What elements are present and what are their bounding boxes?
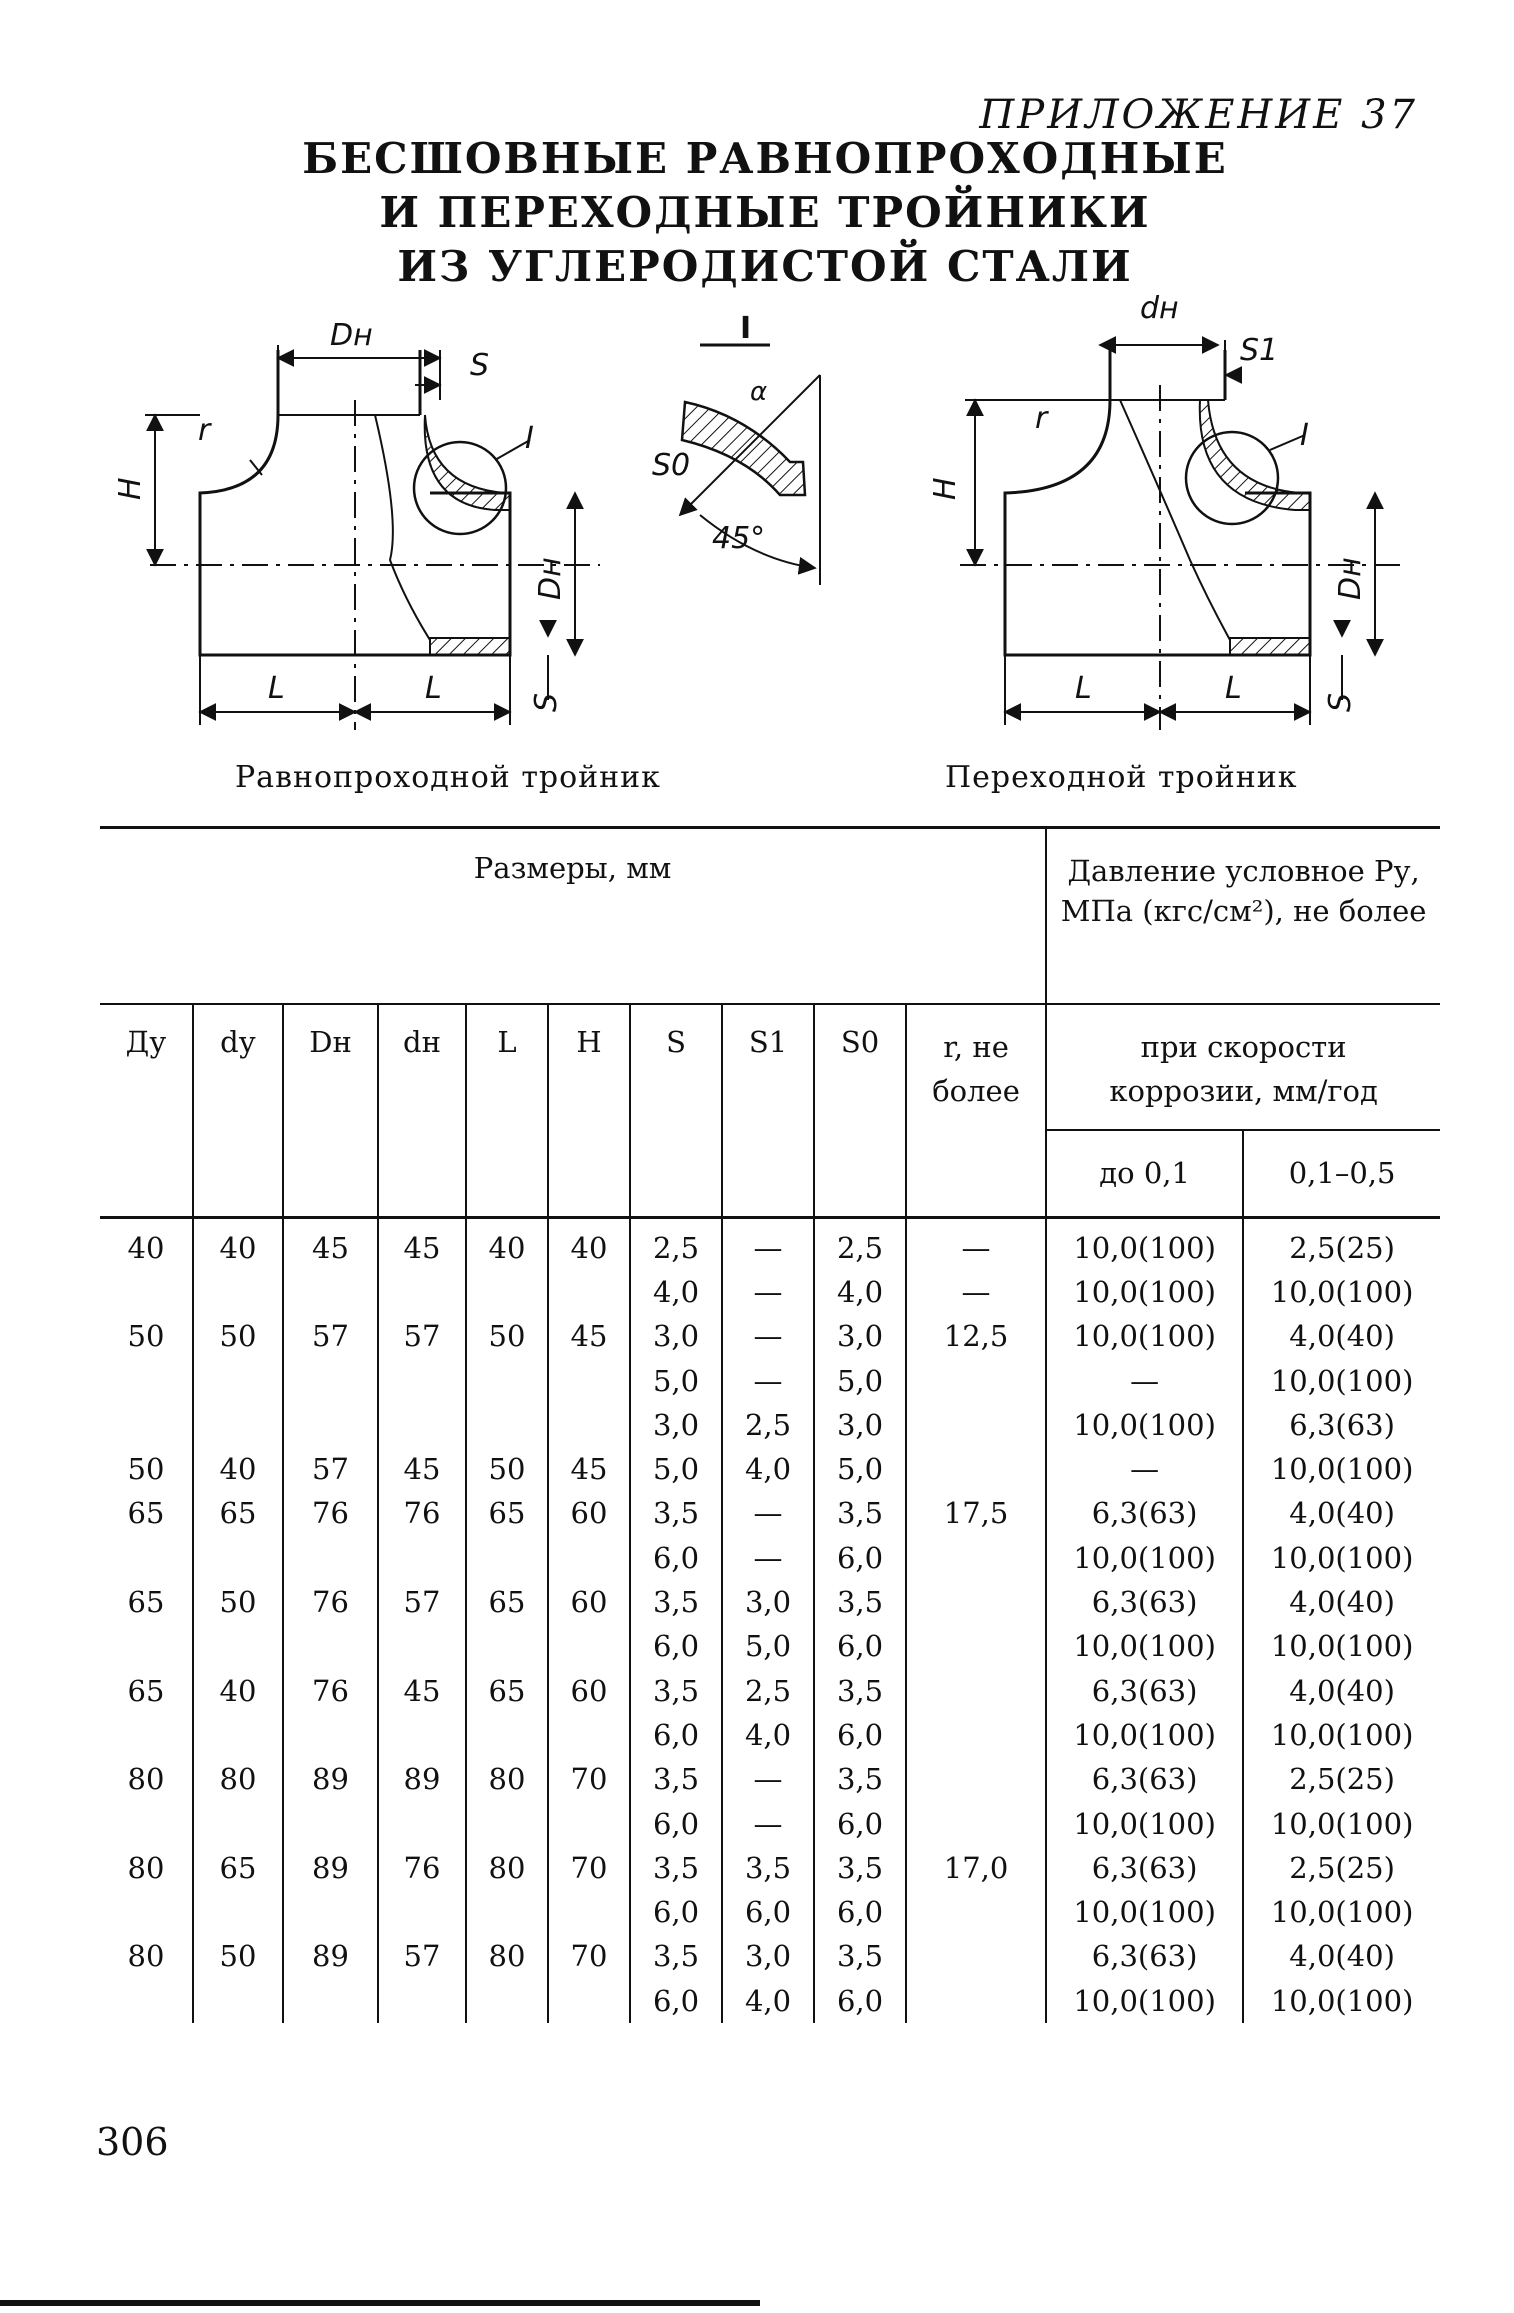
table-cell: 65 [127, 1585, 165, 1620]
table-cell [100, 1713, 193, 1757]
table-cell: 10,0(100) [1243, 1979, 1440, 2023]
table-cell: — [722, 1801, 814, 1845]
table-cell [548, 1358, 630, 1402]
table-cell: 6,0 [814, 1979, 906, 2023]
title-line-3: ИЗ УГЛЕРОДИСТОЙ СТАЛИ [397, 242, 1133, 291]
table-row [100, 1536, 1440, 1580]
table-cell: 6,3(63) [1046, 1757, 1243, 1801]
table-cell: — [722, 1226, 814, 1270]
table-cell: 3,5 [814, 1934, 906, 1978]
col-header-l: L [466, 1004, 548, 1218]
table-cell: 3,5 [814, 1491, 906, 1535]
table-cell: 40 [193, 1668, 283, 1712]
reducing-tee-label-r: r [1035, 401, 1048, 436]
table-cell [378, 1890, 466, 1934]
table-cell [466, 1403, 548, 1447]
table-cell: 76 [378, 1846, 466, 1890]
reducing-tee-label-l-right: L [1225, 671, 1242, 706]
table-cell: 4,0(40) [1243, 1491, 1440, 1535]
table-cell: 6,3(63) [1046, 1580, 1243, 1624]
table-cell: 76 [283, 1668, 378, 1712]
table-cell: 3,5 [630, 1580, 722, 1624]
table-cell: 10,0(100) [1046, 1713, 1243, 1757]
table-cell [100, 1403, 193, 1447]
table-cell [283, 1358, 378, 1402]
table-cell: 10,0(100) [1243, 1890, 1440, 1934]
table-cell: 57 [378, 1580, 466, 1624]
table-cell: 6,3(63) [1046, 1846, 1243, 1890]
reducing-tee-caption: Переходной тройник [945, 760, 1298, 795]
table-cell: 10,0(100) [1243, 1801, 1440, 1845]
col-header-dn-branch: dн [378, 1004, 466, 1218]
equal-tee-label-dn: Dн [330, 318, 373, 353]
table-row [100, 1270, 1440, 1314]
col-header-s0: S0 [814, 1004, 906, 1218]
table-cell: — [722, 1757, 814, 1801]
tee-drawings [0, 0, 1514, 750]
table-cell [906, 1403, 1046, 1447]
table-cell: 57 [283, 1314, 378, 1358]
group-pressure-header: Давление условное Ру, МПа (кгс/см²), не более [1046, 828, 1440, 1004]
table-cell: 89 [283, 1757, 378, 1801]
table-cell: 40 [193, 1447, 283, 1491]
table-cell: 3,0 [722, 1934, 814, 1978]
equal-tee-hatch-bottom [430, 638, 510, 655]
table-row [100, 1757, 1440, 1801]
table-cell: 3,5 [630, 1668, 722, 1712]
table-cell [906, 1757, 1046, 1801]
table-cell: 80 [466, 1934, 548, 1978]
dimensions-table [100, 826, 1440, 2023]
equal-tee-label-l-right: L [425, 671, 442, 706]
table-cell: 3,5 [630, 1491, 722, 1535]
table-cell: 60 [548, 1668, 630, 1712]
table-cell: 50 [193, 1934, 283, 1978]
table-cell [100, 1890, 193, 1934]
table-row [100, 1226, 1440, 1270]
col-header-h: H [548, 1004, 630, 1218]
table-cell [193, 1403, 283, 1447]
table-cell: 45 [283, 1226, 378, 1270]
table-cell [466, 1536, 548, 1580]
table-cell: 2,5 [630, 1226, 722, 1270]
table-row [100, 1668, 1440, 1712]
table-cell [283, 1979, 378, 2023]
table-cell: 3,5 [814, 1580, 906, 1624]
table-cell: 80 [127, 1762, 165, 1797]
table-cell: 6,0 [630, 1890, 722, 1934]
table-cell: 3,5 [630, 1757, 722, 1801]
equal-tee-label-h: H [113, 477, 148, 500]
table-body [100, 1226, 1440, 2023]
table-cell [548, 1979, 630, 2023]
table-cell [548, 1536, 630, 1580]
table-cell: — [722, 1491, 814, 1535]
table-cell [378, 1801, 466, 1845]
table-cell: 6,0 [630, 1624, 722, 1668]
table-cell: 3,0 [630, 1403, 722, 1447]
col-header-r: r, не более [906, 1004, 1046, 1218]
table-cell: 4,0(40) [1243, 1580, 1440, 1624]
reducing-tee-label-detail: I [1300, 418, 1309, 453]
table-cell: 50 [466, 1314, 548, 1358]
table-cell: 2,5 [722, 1668, 814, 1712]
table-cell: 40 [466, 1226, 548, 1270]
table-cell: 57 [378, 1314, 466, 1358]
table-row [100, 1846, 1440, 1890]
table-cell [100, 1536, 193, 1580]
table-cell [378, 1713, 466, 1757]
table-cell: 2,5(25) [1243, 1757, 1440, 1801]
table-cell [378, 1270, 466, 1314]
table-cell: 6,0 [630, 1536, 722, 1580]
table-cell [283, 1536, 378, 1580]
table-cell: — [722, 1314, 814, 1358]
table-cell [548, 1270, 630, 1314]
table-cell: 57 [378, 1934, 466, 1978]
table-cell: — [906, 1226, 1046, 1270]
table-cell: 6,3(63) [1243, 1403, 1440, 1447]
equal-tee-label-dn-vertical: Dн [533, 557, 568, 600]
table-row [100, 1979, 1440, 2023]
table-row [100, 1580, 1440, 1624]
table-cell: 2,5(25) [1243, 1846, 1440, 1890]
bottom-rule [0, 2300, 760, 2306]
group-dimensions-header: Размеры, мм [473, 851, 672, 885]
table-cell: — [722, 1270, 814, 1314]
col-header-du: Ду [125, 1024, 167, 1059]
table-cell: 80 [466, 1757, 548, 1801]
table-cell: 4,0 [722, 1979, 814, 2023]
table-cell: 3,0 [722, 1580, 814, 1624]
reducing-tee-hatch-bottom [1230, 638, 1310, 655]
equal-tee-label-s: S [470, 348, 490, 383]
table-cell [548, 1624, 630, 1668]
table-cell [548, 1403, 630, 1447]
table-cell: 80 [466, 1846, 548, 1890]
table-cell: 5,0 [722, 1624, 814, 1668]
col-header-s1: S1 [722, 1004, 814, 1218]
detail-label-alpha: α [750, 377, 768, 407]
table-cell: — [1046, 1447, 1243, 1491]
table-cell: 3,5 [814, 1757, 906, 1801]
table-cell [548, 1713, 630, 1757]
table-cell: 3,5 [722, 1846, 814, 1890]
col-header-dn-outer: Dн [283, 1004, 378, 1218]
table-row [100, 1447, 1440, 1491]
equal-tee-label-r: r [198, 413, 211, 448]
reducing-tee-label-s-bottom: S [1323, 692, 1358, 712]
table-cell [906, 1447, 1046, 1491]
col-header-dy: dу [193, 1004, 283, 1218]
equal-tee-label-l-left: L [268, 671, 285, 706]
table-cell: 10,0(100) [1243, 1624, 1440, 1668]
table-cell [906, 1934, 1046, 1978]
table-cell [283, 1270, 378, 1314]
table-row [100, 1358, 1440, 1402]
detail-hatched-section [682, 402, 805, 495]
table-row [100, 1314, 1440, 1358]
table-cell: 40 [193, 1226, 283, 1270]
table-cell [906, 1624, 1046, 1668]
table-cell [378, 1536, 466, 1580]
table-cell: 10,0(100) [1046, 1979, 1243, 2023]
table-cell: 10,0(100) [1046, 1890, 1243, 1934]
table-cell: 6,0 [722, 1890, 814, 1934]
reducing-tee-label-l-left: L [1075, 671, 1092, 706]
table-cell [193, 1979, 283, 2023]
table-cell: 50 [193, 1580, 283, 1624]
table-row [100, 1801, 1440, 1845]
table-cell: 40 [127, 1230, 165, 1265]
table-cell [283, 1713, 378, 1757]
reducing-tee-label-s1: S1 [1240, 333, 1279, 368]
table-cell: 50 [466, 1447, 548, 1491]
table-cell [906, 1536, 1046, 1580]
table-cell: 50 [127, 1319, 165, 1354]
table-cell: 6,0 [630, 1713, 722, 1757]
table-cell [466, 1358, 548, 1402]
table-cell: 10,0(100) [1046, 1314, 1243, 1358]
table-cell [100, 1358, 193, 1402]
table-cell: 6,0 [630, 1801, 722, 1845]
table-cell: 3,5 [630, 1846, 722, 1890]
table-cell: 5,0 [814, 1447, 906, 1491]
table-cell: 6,0 [630, 1979, 722, 2023]
table-cell [193, 1890, 283, 1934]
equal-tee-caption: Равнопроходной тройник [235, 760, 661, 795]
table-cell [378, 1979, 466, 2023]
table-cell: 65 [193, 1846, 283, 1890]
table-cell: — [722, 1536, 814, 1580]
table-cell: 60 [548, 1491, 630, 1535]
table-cell [378, 1624, 466, 1668]
table-cell: 10,0(100) [1243, 1713, 1440, 1757]
title-line-2: И ПЕРЕХОДНЫЕ ТРОЙНИКИ [379, 188, 1151, 237]
table-cell: 10,0(100) [1046, 1536, 1243, 1580]
table-cell [193, 1624, 283, 1668]
table-cell [283, 1624, 378, 1668]
equal-tee-label-s-bottom: S [529, 692, 564, 712]
table-cell: 45 [378, 1668, 466, 1712]
table-row [100, 1890, 1440, 1934]
detail-label-s0: S0 [652, 448, 691, 483]
table-cell: 2,5 [722, 1403, 814, 1447]
reducing-tee-drawing [960, 340, 1400, 730]
table-cell: — [906, 1270, 1046, 1314]
table-cell: 6,0 [814, 1536, 906, 1580]
table-cell: — [722, 1358, 814, 1402]
table-cell: 12,5 [906, 1314, 1046, 1358]
table-cell: 89 [378, 1757, 466, 1801]
table-cell: 65 [127, 1673, 165, 1708]
col-header-s: S [630, 1004, 722, 1218]
table-cell: 65 [466, 1668, 548, 1712]
table-cell: 4,0(40) [1243, 1934, 1440, 1978]
table-cell: 40 [548, 1226, 630, 1270]
col-header-corrosion-low: до 0,1 [1046, 1130, 1243, 1218]
table-cell: 17,5 [906, 1491, 1046, 1535]
table-cell: 6,0 [814, 1624, 906, 1668]
table-cell [906, 1979, 1046, 2023]
table-cell: 45 [548, 1314, 630, 1358]
appendix-label: ПРИЛОЖЕНИЕ 37 [979, 92, 1418, 138]
table-cell [906, 1580, 1046, 1624]
table-cell [193, 1358, 283, 1402]
table-cell: 6,3(63) [1046, 1491, 1243, 1535]
detail-title: I [740, 311, 752, 346]
table-cell [466, 1979, 548, 2023]
table-cell: 6,0 [814, 1890, 906, 1934]
table-cell: 6,3(63) [1046, 1934, 1243, 1978]
table-cell [466, 1624, 548, 1668]
table-cell: 3,5 [630, 1934, 722, 1978]
table-cell [378, 1358, 466, 1402]
table-cell: 45 [548, 1447, 630, 1491]
table-cell: 89 [283, 1846, 378, 1890]
table-row [100, 1713, 1440, 1757]
table-cell: 57 [283, 1447, 378, 1491]
table-cell [193, 1536, 283, 1580]
detail-label-angle: 45° [712, 521, 766, 556]
reducing-tee-label-dn-vertical: Dн [1333, 557, 1368, 600]
table-cell: 17,0 [906, 1846, 1046, 1890]
title-line-1: БЕСШОВНЫЕ РАВНОПРОХОДНЫЕ [302, 134, 1228, 183]
table-cell: 3,5 [814, 1668, 906, 1712]
table-row [100, 1403, 1440, 1447]
table-cell: 5,0 [630, 1358, 722, 1402]
table-cell [193, 1713, 283, 1757]
table-cell [906, 1890, 1046, 1934]
table-cell: 70 [548, 1757, 630, 1801]
table-cell: 76 [378, 1491, 466, 1535]
table-cell: 2,5(25) [1243, 1226, 1440, 1270]
table-cell: 5,0 [630, 1447, 722, 1491]
table-cell: 80 [127, 1850, 165, 1885]
table-cell [466, 1890, 548, 1934]
table-cell: 2,5 [814, 1226, 906, 1270]
table-cell: 80 [127, 1939, 165, 1974]
page-number: 306 [96, 2120, 169, 2164]
col-header-corrosion-high: 0,1–0,5 [1243, 1130, 1440, 1218]
equal-tee-label-detail: I [525, 421, 534, 456]
table-cell: 45 [378, 1447, 466, 1491]
reducing-tee-hatch-top [1200, 400, 1310, 510]
table-cell: 3,0 [814, 1314, 906, 1358]
table-cell [548, 1890, 630, 1934]
equal-tee-drawing [145, 345, 600, 730]
table-cell [100, 1270, 193, 1314]
table-cell [906, 1713, 1046, 1757]
table-cell: 45 [378, 1226, 466, 1270]
table-cell [466, 1713, 548, 1757]
table-cell: 65 [127, 1496, 165, 1531]
table-cell [193, 1270, 283, 1314]
table-cell [906, 1358, 1046, 1402]
table-cell: 70 [548, 1934, 630, 1978]
table-cell [283, 1403, 378, 1447]
table-cell: 10,0(100) [1243, 1447, 1440, 1491]
reducing-tee-label-h: H [928, 477, 963, 500]
table-cell: 6,0 [814, 1801, 906, 1845]
table-cell: 50 [193, 1314, 283, 1358]
table-cell: 10,0(100) [1046, 1226, 1243, 1270]
table-cell [548, 1801, 630, 1845]
table-cell: 50 [127, 1452, 165, 1487]
table-cell: 4,0 [814, 1270, 906, 1314]
table-row [100, 1624, 1440, 1668]
table-cell [466, 1801, 548, 1845]
table-cell: 10,0(100) [1243, 1536, 1440, 1580]
table-cell [100, 1801, 193, 1845]
table-cell: 76 [283, 1580, 378, 1624]
table-cell: 4,0(40) [1243, 1314, 1440, 1358]
table-cell: 4,0 [722, 1447, 814, 1491]
table-cell: 6,3(63) [1046, 1668, 1243, 1712]
table-cell [378, 1403, 466, 1447]
table-cell: 4,0 [630, 1270, 722, 1314]
table-cell: 5,0 [814, 1358, 906, 1402]
table-row [100, 1934, 1440, 1978]
table-cell: 80 [193, 1757, 283, 1801]
table-cell: 89 [283, 1934, 378, 1978]
table-cell: — [1046, 1358, 1243, 1402]
table-cell [283, 1890, 378, 1934]
table-cell: 4,0(40) [1243, 1668, 1440, 1712]
table-cell [100, 1979, 193, 2023]
table-cell: 3,5 [814, 1846, 906, 1890]
table-cell: 6,0 [814, 1713, 906, 1757]
reducing-tee-label-dn: dн [1140, 291, 1179, 326]
table-cell: 76 [283, 1491, 378, 1535]
table-row [100, 1491, 1440, 1535]
table-cell: 3,0 [814, 1403, 906, 1447]
table-cell [193, 1801, 283, 1845]
table-cell: 60 [548, 1580, 630, 1624]
corrosion-header: при скорости коррозии, мм/год [1046, 1004, 1440, 1130]
table-cell: 65 [466, 1580, 548, 1624]
table-cell [100, 1624, 193, 1668]
table-cell [906, 1668, 1046, 1712]
table-cell: 10,0(100) [1243, 1358, 1440, 1402]
table-cell: 65 [193, 1491, 283, 1535]
table-cell [283, 1801, 378, 1845]
table-cell: 65 [466, 1491, 548, 1535]
table-cell: 70 [548, 1846, 630, 1890]
table-cell: 10,0(100) [1243, 1270, 1440, 1314]
table-cell: 10,0(100) [1046, 1403, 1243, 1447]
table-cell: 10,0(100) [1046, 1270, 1243, 1314]
table-cell: 3,0 [630, 1314, 722, 1358]
table-cell: 10,0(100) [1046, 1624, 1243, 1668]
table-cell: 4,0 [722, 1713, 814, 1757]
table-cell [906, 1801, 1046, 1845]
table-cell: 10,0(100) [1046, 1801, 1243, 1845]
table-cell [466, 1270, 548, 1314]
